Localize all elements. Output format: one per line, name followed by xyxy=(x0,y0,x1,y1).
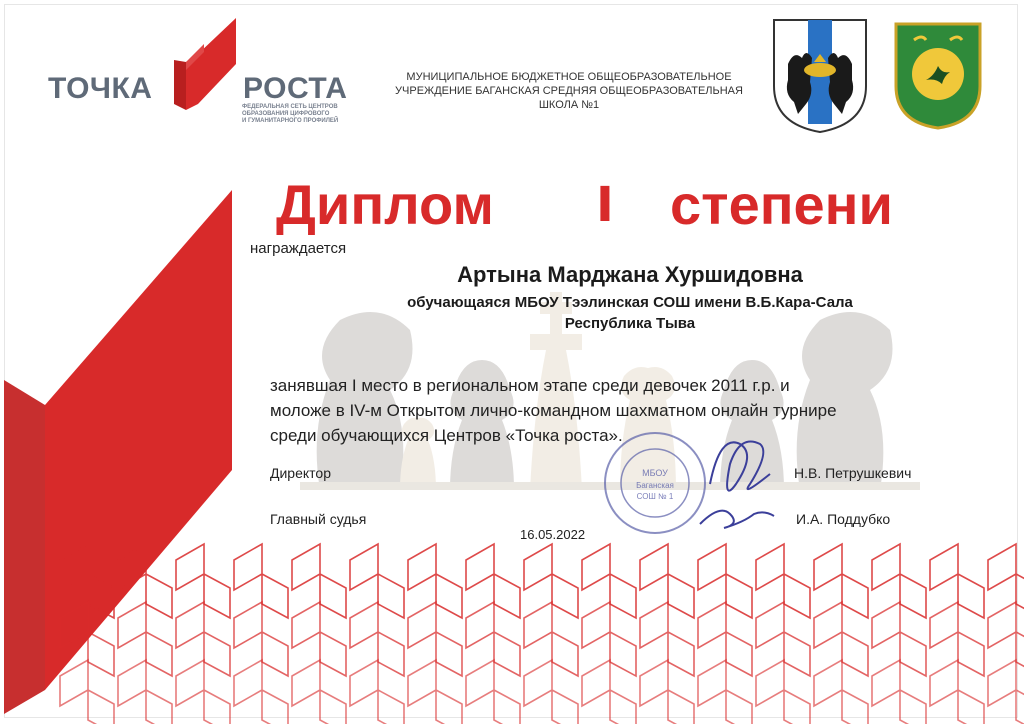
sprout-logo-icon xyxy=(46,14,246,124)
leaf-pattern-cell xyxy=(292,660,346,724)
leaf-pattern-cell xyxy=(872,544,926,618)
leaf-pattern-cell xyxy=(234,544,288,618)
recipient-institution: обучающаяся МБОУ Тээлинская СОШ имени В.Б.Кара-Сала Республика Тыва xyxy=(407,294,853,332)
title-word-degree: степени xyxy=(670,173,893,236)
leaf-pattern-cell xyxy=(466,660,520,724)
leaf-pattern-cell xyxy=(60,660,114,724)
leaf-pattern-cell xyxy=(118,660,172,724)
school-name: МУНИЦИПАЛЬНОЕ БЮДЖЕТНОЕ ОБЩЕОБРАЗОВАТЕЛЬНОЕ УЧРЕЖДЕНИЕ БАГАНСКАЯ СРЕДНЯЯ ОБЩЕОБРАЗОВАТЕЛЬНАЯ ШКОЛА №1 xyxy=(395,71,743,111)
title-word-diploma: Диплом xyxy=(276,173,494,236)
region-coat-of-arms-icon xyxy=(770,16,870,136)
leaf-pattern-cell xyxy=(524,660,578,724)
district-coat-of-arms-icon xyxy=(892,20,984,132)
leaf-pattern-cell xyxy=(582,544,636,618)
leaf-pattern-cell xyxy=(756,660,810,724)
director-name: Н.В. Петрушкевич xyxy=(794,465,912,481)
leaf-pattern-cell xyxy=(176,544,230,618)
stamp-line-2: Баганская xyxy=(636,481,674,490)
leaf-pattern-cell xyxy=(988,660,1024,724)
leaf-pattern-cell xyxy=(466,544,520,618)
leaf-pattern-cell xyxy=(118,544,172,618)
stamp-line-1: МБОУ xyxy=(642,468,668,478)
leaf-pattern-cell xyxy=(582,660,636,724)
awarded-label: награждается xyxy=(250,240,347,257)
leaf-pattern-cell xyxy=(350,544,404,618)
leaf-pattern-cell xyxy=(814,544,868,618)
leaf-pattern-cell xyxy=(930,544,984,618)
stamp-line-3: СОШ № 1 xyxy=(636,492,674,501)
logo-subtitle: ФЕДЕРАЛЬНАЯ СЕТЬ ЦЕНТРОВ ОБРАЗОВАНИЯ ЦИФРОВОГО И ГУМАНИТАРНОГО ПРОФИЛЕЙ xyxy=(242,104,339,124)
leaf-pattern-cell xyxy=(234,660,288,724)
leaf-pattern-cell xyxy=(292,544,346,618)
logo-word-right: РОСТА xyxy=(243,72,348,105)
leaf-pattern-cell xyxy=(872,660,926,724)
leaf-pattern-cell xyxy=(698,660,752,724)
leaf-pattern-cell xyxy=(756,544,810,618)
leaf-pattern-cell xyxy=(930,660,984,724)
logo-word-left: ТОЧКА xyxy=(48,72,153,105)
leaf-pattern-cell xyxy=(60,544,114,618)
leaf-pattern-cell xyxy=(408,544,462,618)
judge-label: Главный судья xyxy=(270,511,367,527)
leaf-pattern-cell xyxy=(640,660,694,724)
director-label: Директор xyxy=(270,465,331,481)
leaf-pattern-cell xyxy=(176,660,230,724)
leaf-pattern-cell xyxy=(408,660,462,724)
handwritten-signatures-icon xyxy=(690,424,790,544)
issue-date: 16.05.2022 xyxy=(520,527,586,542)
leaf-pattern-cell xyxy=(524,544,578,618)
leaf-pattern-cell xyxy=(698,544,752,618)
leaf-pattern-cell xyxy=(350,660,404,724)
achievement-text: занявшая I место в региональном этапе среди девочек 2011 г.р. и моложе в IV-м Открытом лично-командном шахматном онлайн турнире среди обучающихся Центров «Точка роста». xyxy=(270,376,837,445)
leaf-pattern-cell xyxy=(640,544,694,618)
tochka-rosta-logo xyxy=(46,14,376,124)
title-degree: I xyxy=(596,177,614,233)
leaf-pattern-decoration xyxy=(0,540,1024,724)
leaf-pattern-cell xyxy=(814,660,868,724)
judge-name: И.А. Поддубко xyxy=(796,511,891,527)
recipient-name: Артына Марджана Хуршидовна xyxy=(457,262,803,287)
